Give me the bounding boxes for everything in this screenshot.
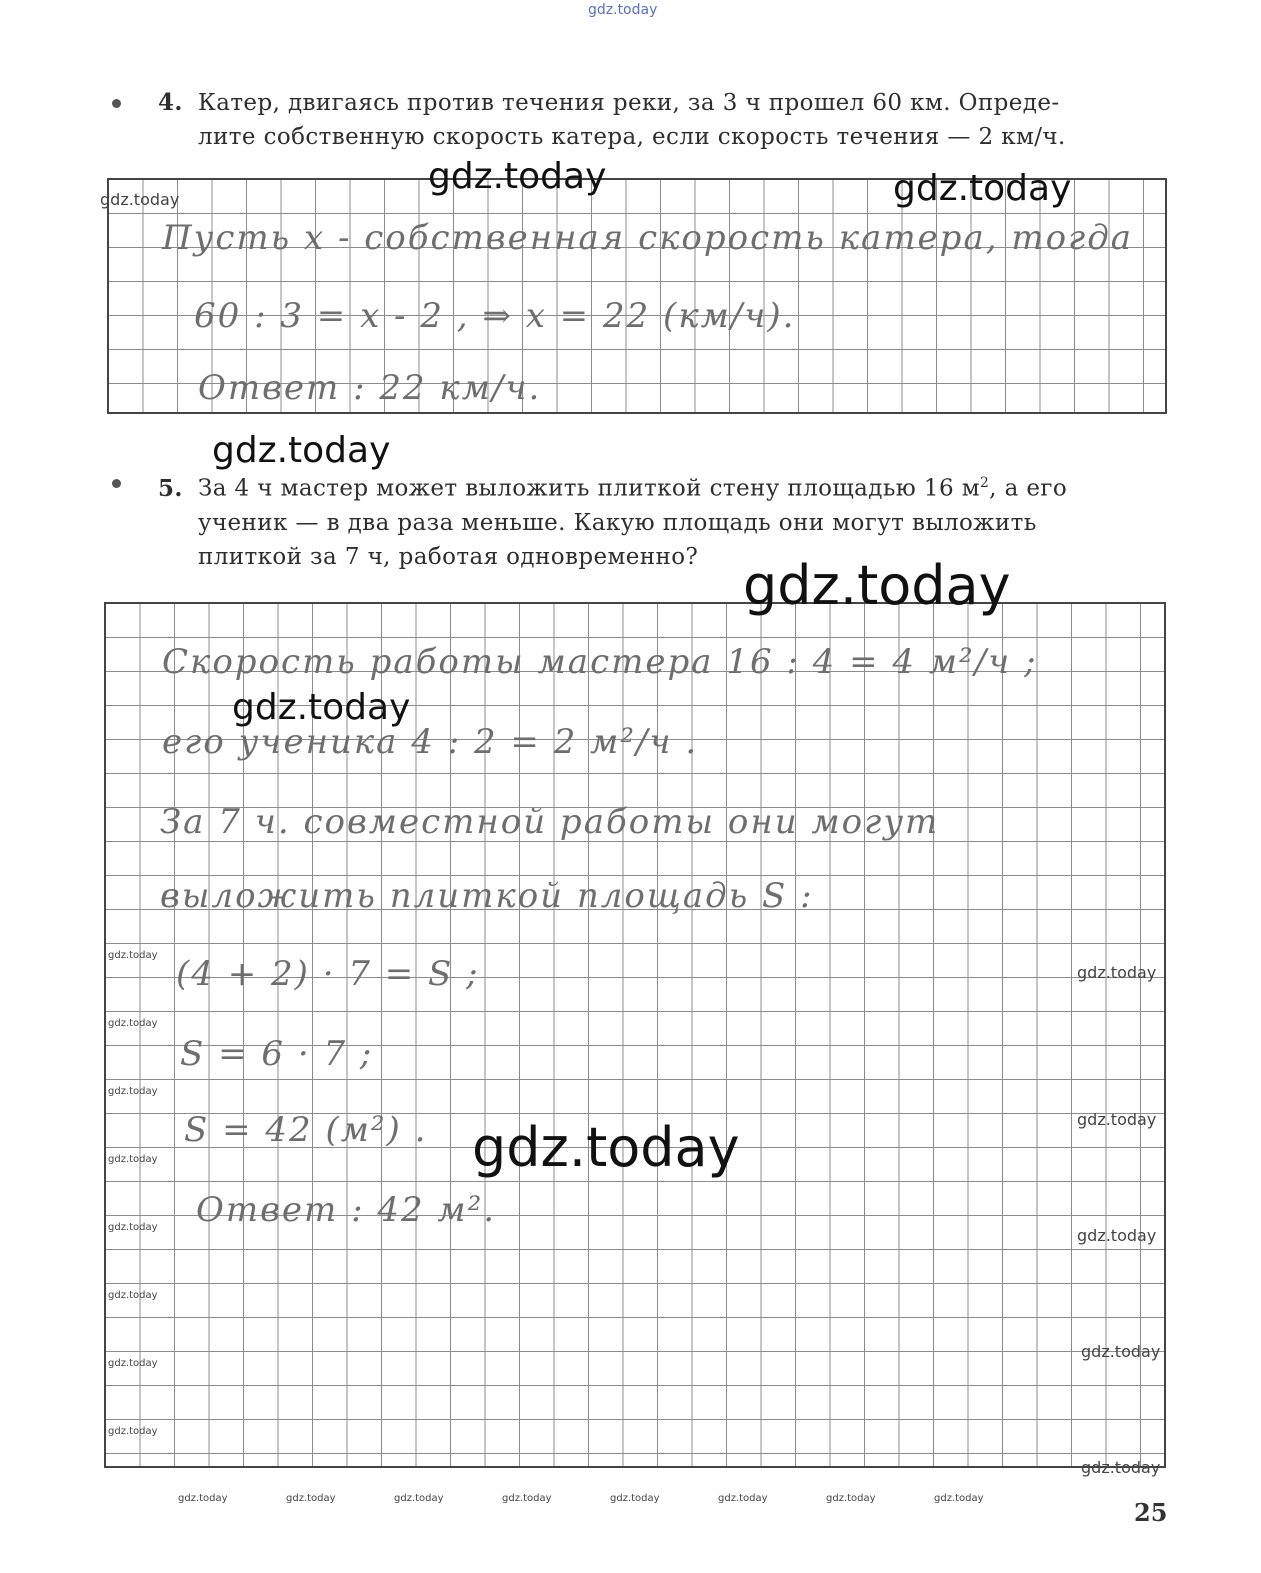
task-4-solution-line-2: 60 : 3 = x - 2 , ⇒ x = 22 (км/ч). [194, 296, 796, 336]
watermark-small: gdz.today [1077, 1226, 1157, 1245]
watermark-small: gdz.today [1077, 963, 1157, 982]
watermark-tiny: gdz.today [108, 1426, 158, 1437]
task-5-solution-line-8: Ответ : 42 м². [196, 1190, 497, 1230]
watermark-large: gdz.today [743, 554, 1011, 617]
task-5-solution-line-3: За 7 ч. совместной работы они могут [160, 802, 940, 842]
watermark-large: gdz.today [212, 430, 391, 471]
watermark-large: gdz.today [472, 1116, 740, 1179]
watermark-tiny: gdz.today [610, 1493, 660, 1504]
task-5-line-2: ученик — в два раза меньше. Какую площадь они могут выложить [198, 509, 1037, 536]
task-5-line-1a: За 4 ч мастер может выложить плиткой стену площадью 16 м [198, 475, 980, 502]
task-4-number: 4. [158, 89, 183, 116]
watermark-small: gdz.today [1081, 1342, 1161, 1361]
watermark-tiny: gdz.today [826, 1493, 876, 1504]
task-5-number: 5. [158, 474, 183, 502]
watermark-tiny: gdz.today [108, 1154, 158, 1165]
task-4-line-1: Катер, двигаясь против течения реки, за 3 ч прошел 60 км. Опреде- [198, 90, 1060, 116]
task-4-bullet [112, 99, 121, 108]
watermark-large: gdz.today [428, 156, 607, 197]
watermark-tiny: gdz.today [108, 950, 158, 961]
task-4-text [158, 86, 1066, 154]
watermark-tiny: gdz.today [934, 1493, 984, 1504]
task-4-solution-line-3: Ответ : 22 км/ч. [198, 368, 542, 408]
task-5-solution-line-5: (4 + 2) · 7 = S ; [176, 954, 480, 994]
watermark-tiny: gdz.today [108, 1290, 158, 1301]
task-5-bullet [112, 479, 121, 488]
task-4-line-2: лите собственную скорость катера, если скорость течения — 2 км/ч. [198, 124, 1066, 150]
watermark-small: gdz.today [1077, 1110, 1157, 1129]
watermark-tiny: gdz.today [178, 1493, 228, 1504]
watermark-tiny: gdz.today [502, 1493, 552, 1504]
task-5-solution-line-2: его ученика 4 : 2 = 2 м²/ч . [162, 722, 699, 762]
page-number: 25 [1134, 1498, 1168, 1527]
watermark-large: gdz.today [232, 687, 411, 728]
watermark-tiny: gdz.today [108, 1222, 158, 1233]
watermark-tiny: gdz.today [718, 1493, 768, 1504]
watermark-tiny: gdz.today [108, 1086, 158, 1097]
watermark-small: gdz.today [1081, 1458, 1161, 1477]
watermark-small: gdz.today [100, 190, 180, 209]
watermark-tiny: gdz.today [286, 1493, 336, 1504]
watermark-tiny: gdz.today [108, 1018, 158, 1029]
task-5-line-3: плиткой за 7 ч, работая одновременно? [198, 543, 699, 570]
watermark-large: gdz.today [893, 168, 1072, 209]
site-watermark-top: gdz.today [588, 2, 658, 18]
task-5-solution-line-6: S = 6 · 7 ; [180, 1034, 374, 1074]
task-4-solution-line-1: Пусть x - собственная скорость катера, тогда [162, 218, 1134, 258]
task-5-solution-line-1: Скорость работы мастера 16 : 4 = 4 м²/ч ; [162, 642, 1038, 682]
watermark-tiny: gdz.today [108, 1358, 158, 1369]
task-5-line-1-sup: 2 [979, 475, 990, 491]
task-5-line-1b: , а его [989, 475, 1068, 502]
watermark-tiny: gdz.today [394, 1493, 444, 1504]
task-5-solution-line-4: выложить плиткой площадь S : [160, 876, 814, 916]
task-5-solution-line-7: S = 42 (м²) . [184, 1110, 428, 1150]
